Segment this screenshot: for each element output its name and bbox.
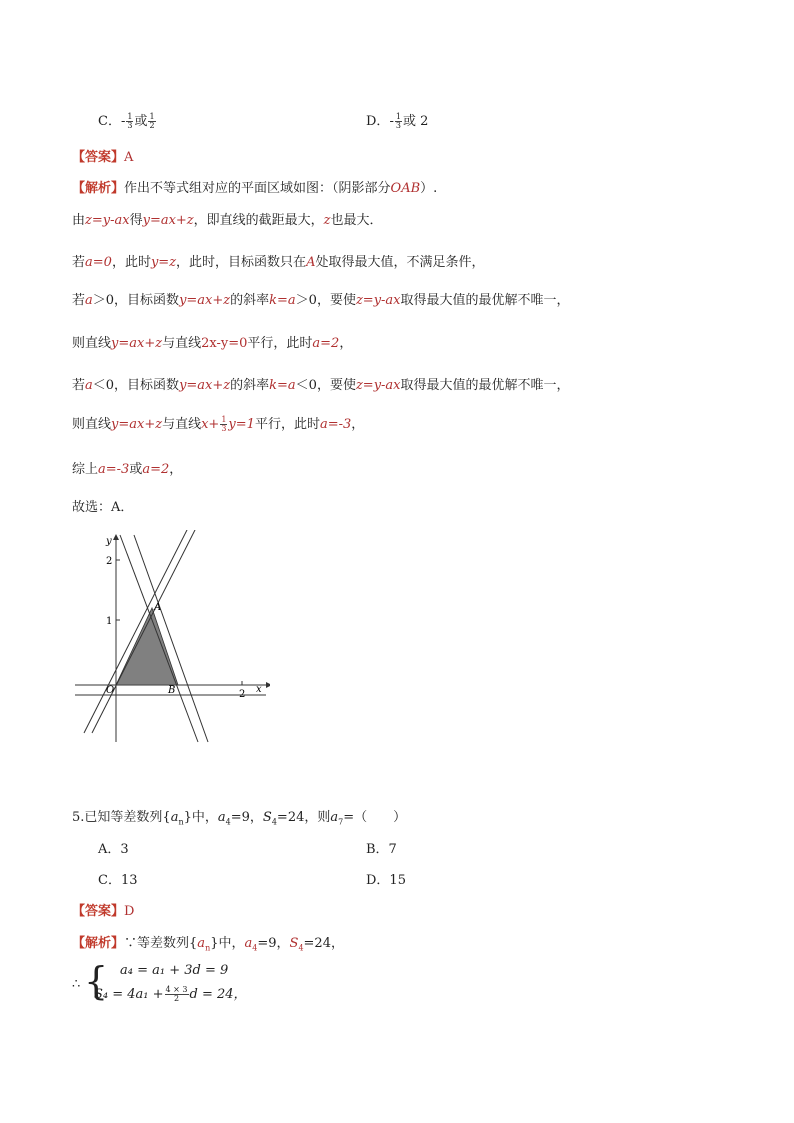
option-d-frac: $\frac{1}{3}$	[395, 112, 401, 130]
q5-option-c: C．13	[98, 873, 138, 888]
analysis-line-8: 综上a=-3或a=2，	[72, 462, 183, 477]
q5-answer	[72, 900, 134, 919]
q4-answer	[72, 146, 133, 165]
analysis-line-3: 若a=0，此时y=z，此时，目标函数只在A处取得最大值，不满足条件，	[72, 255, 485, 270]
option-c-label: C．	[98, 114, 121, 129]
point-a-label: A	[154, 602, 162, 613]
analysis-line-1: 【解析】作出不等式组对应的平面区域如图：（阴影部分OAB）.	[72, 181, 438, 196]
analysis-tag: 【解析】	[72, 936, 125, 951]
analysis-tag: 【解析】	[72, 181, 125, 196]
answer-value: A	[124, 150, 134, 165]
q5-option-a: A．3	[98, 842, 129, 857]
answer-tag: 【答案】	[72, 150, 125, 165]
x-axis-label: x	[256, 684, 262, 695]
q5-option-b: B．7	[366, 842, 397, 857]
line-2x-y-0	[84, 530, 188, 733]
equation-1: a₄ = a₁ + 3d = 9	[120, 963, 229, 978]
line-frac: $\frac{1}{3}$	[221, 415, 227, 433]
tick-y2-label: 2	[106, 556, 113, 567]
option-c-frac1: $\frac{1}{3}$	[127, 112, 133, 130]
analysis-line-5: 则直线y=ax+z与直线2x-y=0平行，此时a=2，	[72, 336, 353, 351]
shaded-region-oab	[116, 608, 178, 685]
therefore-symbol: ∴	[72, 977, 81, 992]
tick-y1-label: 1	[106, 616, 113, 627]
option-c: C．- $\frac{1}{3}$ 或 $\frac{1}{2}$	[98, 112, 155, 130]
q5-stem: 5.已知等差数列$\{a_n\}$中，$a_4=9$，$S_4=24$，则$a_7=$（ ）	[72, 810, 407, 827]
option-d: D．- $\frac{1}{3}$ 或 2	[366, 112, 429, 130]
answer-tag: 【答案】	[72, 904, 125, 919]
equation-2-frac: $\frac{4 \times 3}{2}$	[165, 985, 188, 1003]
equation-2: S₄ = 4a₁ + $\frac{4 \times 3}{2}$ d = 24，	[94, 985, 247, 1003]
analysis-line-9: 故选：A．	[72, 500, 134, 515]
y-axis-label: y	[106, 536, 112, 547]
point-b-label: B	[168, 685, 176, 696]
x-axis-arrow	[266, 682, 270, 688]
answer-value: D	[124, 904, 135, 919]
feasible-region-graph	[70, 530, 270, 745]
analysis-line-7: 则直线y=ax+z与直线x+ $\frac{1}{3}$ y=1平行，此时a=-3，	[72, 415, 365, 433]
analysis-line-6: 若a＜0，目标函数y=ax+z的斜率k=a＜0，要使z=y-ax取得最大值的最优解不唯一，	[72, 378, 570, 393]
analysis-line-4: 若a＞0，目标函数y=ax+z的斜率k=a＞0，要使z=y-ax取得最大值的最优解不唯一，	[72, 293, 570, 308]
y-axis-arrow	[113, 534, 119, 540]
point-o-label: O	[106, 685, 115, 696]
analysis-line-2: 由z=y-ax得y=ax+z，即直线的截距最大，z也最大．	[72, 213, 383, 228]
option-c-frac2: $\frac{1}{2}$	[149, 112, 155, 130]
q5-analysis: 【解析】∵等差数列$\{a_n\}$中，$a_4=9$，$S_4=24$，	[72, 936, 344, 953]
system-brace: {	[84, 959, 109, 1003]
option-d-label: D．	[366, 114, 390, 129]
option-c-or: 或	[134, 114, 148, 129]
tick-x2-label: 2	[239, 689, 246, 700]
option-d-tail: 或 2	[402, 114, 429, 129]
q5-option-d: D．15	[366, 873, 406, 888]
